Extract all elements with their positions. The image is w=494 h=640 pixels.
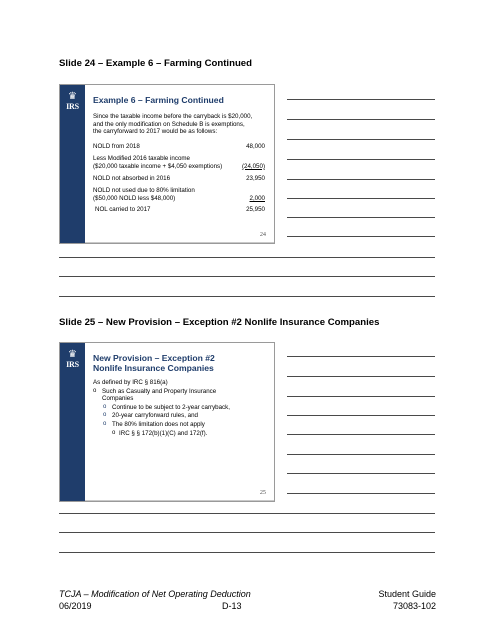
footer-guide-label: Student Guide	[378, 589, 436, 599]
calc-row	[93, 155, 265, 170]
note-line	[287, 198, 435, 199]
calc-label: ($20,000 taxable income + $4,050 exemptions)	[93, 162, 223, 170]
note-line	[59, 532, 435, 533]
slide-title-line: Nonlife Insurance Companies	[93, 363, 214, 373]
note-line	[287, 179, 435, 180]
note-line	[287, 493, 435, 494]
note-line	[59, 552, 435, 553]
bullet-text: Such as Casualty and Property Insurance	[102, 387, 217, 395]
note-line	[287, 217, 435, 218]
note-line	[287, 236, 435, 237]
bullet-text: Companies	[102, 395, 134, 403]
note-line	[287, 356, 435, 357]
calc-value: 23,950	[246, 175, 265, 182]
circle-bullet-icon: o	[103, 403, 107, 410]
calc-label: NOL carried to 2017	[95, 206, 151, 213]
calc-label: ($50,000 NOLD less $48,000)	[93, 194, 176, 202]
note-line	[59, 257, 435, 258]
note-line	[287, 119, 435, 120]
circle-bullet-icon: o	[93, 387, 97, 394]
irs-logo	[63, 91, 82, 117]
note-line	[287, 376, 435, 377]
bullet-item	[93, 388, 269, 403]
slide-footer-rule	[85, 500, 274, 501]
slide-body	[93, 113, 269, 213]
intro-line: and the only modification on Schedule B is exemptions,	[93, 120, 245, 128]
sub-bullet-item	[93, 421, 269, 429]
slide-title-line: New Provision – Exception #2	[93, 353, 215, 363]
note-line	[287, 454, 435, 455]
sub-bullet-text: 20-year carryforward rules, and	[112, 412, 198, 420]
circle-bullet-icon: o	[103, 420, 107, 427]
calc-value: 48,000	[246, 143, 265, 150]
note-line	[59, 296, 435, 297]
calc-row	[93, 206, 265, 214]
intro-line: Since the taxable income before the carryback is $20,000,	[93, 113, 253, 120]
circle-bullet-icon: o	[112, 429, 116, 436]
calc-label: NOLD not used due to 80% limitation	[93, 187, 195, 194]
note-line	[287, 473, 435, 474]
slide-body	[93, 379, 269, 437]
sub-sub-bullet-text: IRC § § 172(b)(1)(C) and 172(f).	[119, 429, 208, 437]
slide-title: Example 6 – Farming Continued	[93, 95, 224, 105]
calc-value: 2,000	[249, 194, 265, 202]
note-line	[287, 99, 435, 100]
slide-title	[93, 353, 215, 373]
note-line	[287, 434, 435, 435]
irs-logo	[63, 349, 82, 375]
sub-sub-bullet-item	[93, 430, 269, 438]
calc-row	[93, 187, 265, 202]
slide-25-heading: Slide 25 – New Provision – Exception #2 Nonlife Insurance Companies	[59, 317, 380, 328]
intro-line: As defined by IRC § 816(a)	[93, 379, 168, 386]
calc-label: Less Modified 2016 taxable income	[93, 155, 190, 162]
footer-catalog-number: 73083-102	[392, 601, 436, 611]
footer-date: 06/2019	[59, 601, 92, 611]
slide-24-heading: Slide 24 – Example 6 – Farming Continued	[59, 58, 252, 69]
note-line	[287, 159, 435, 160]
slide-page-number: 24	[259, 231, 266, 238]
note-line	[287, 415, 435, 416]
calc-label: NOLD from 2018	[93, 143, 140, 150]
slide-24-thumbnail	[59, 84, 275, 244]
note-line	[59, 276, 435, 277]
irs-logo-text: IRS	[66, 360, 79, 369]
calc-label: NOLD not absorbed in 2016	[93, 175, 171, 182]
slide-25-thumbnail	[59, 342, 275, 502]
eagle-icon: ♛	[68, 349, 77, 360]
intro-line: the carryforward to 2017 would be as follows:	[93, 128, 218, 136]
slide-page-number: 25	[259, 489, 266, 496]
calc-value: (24,050)	[241, 162, 265, 170]
calc-row	[93, 175, 265, 183]
footer-page-number: D-13	[222, 601, 242, 611]
sub-bullet-text: Continue to be subject to 2-year carryback,	[112, 403, 230, 411]
sub-bullet-item	[93, 404, 269, 412]
note-line	[287, 139, 435, 140]
note-line	[59, 513, 435, 514]
eagle-icon: ♛	[68, 91, 77, 102]
calc-value: 25,950	[246, 206, 265, 213]
sub-bullet-text: The 80% limitation does not apply	[112, 420, 205, 428]
calc-row	[93, 143, 265, 151]
footer-course-title: TCJA – Modification of Net Operating Deduction	[59, 589, 251, 599]
sub-bullet-item	[93, 412, 269, 420]
circle-bullet-icon: o	[103, 412, 107, 419]
note-line	[287, 396, 435, 397]
irs-logo-text: IRS	[66, 102, 79, 111]
slide-footer-rule	[85, 242, 274, 243]
